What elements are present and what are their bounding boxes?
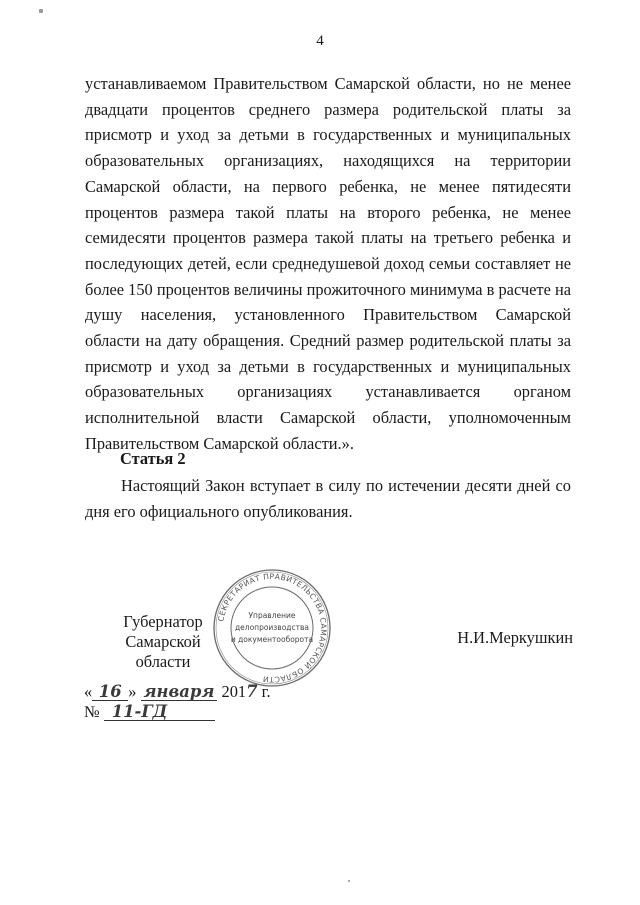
seal-line-2: делопроизводства: [234, 623, 310, 632]
date-suffix: г.: [261, 682, 271, 701]
article-text: Настоящий Закон вступает в силу по истечении десяти дней со дня его официального опубликования.: [85, 476, 571, 521]
date-close-quote: »: [128, 682, 137, 701]
body-paragraph: устанавливаемом Правительством Самарской области, но не менее двадцати процентов среднего размера родительской платы за присмотр и уход за детьми в государственных и муниципальных образовательных организациях, находящихся на территории Самарской области, на первого ребенка, не менее пятидесяти процентов размера такой платы на второго ребенка, не менее семидесяти процентов размера такой платы на третьего ребенка и последующих детей, если среднедушевой доход семьи составляет не более 150 процентов величины прожиточного минимума в расчете на душу населения, установленного Правительством Самарской области на дату обращения. Средний размер родительской платы за присмотр и уход за детьми в государственных и муниципальных образовательных организациях устанавливается органом исполнительной власти Самарской области, уполномоченным Правительством Самарской области.».: [85, 74, 571, 453]
date-year-prefix: 201: [221, 682, 247, 701]
seal-line-1: Управление: [248, 611, 296, 620]
date-year-digit-handwritten: 7: [246, 682, 258, 701]
signatory-title-line-1: Губернатор: [123, 612, 203, 631]
number-value-handwritten: 11-ГД: [104, 704, 215, 721]
article-title: Статья 2: [120, 449, 186, 468]
law-number: [84, 702, 215, 722]
page-number: 4: [316, 33, 324, 49]
seal-ring-text: СЕКРЕТАРИАТ ПРАВИТЕЛЬСТВА САМАРСКОЙ ОБЛАСТИ: [216, 571, 329, 685]
seal-line-3: и документооборота: [230, 635, 314, 644]
scan-mark: [39, 9, 43, 13]
date-open-quote: «: [84, 682, 93, 701]
number-label: №: [84, 702, 100, 721]
date-day-handwritten: 16: [92, 684, 128, 701]
scan-dot: [348, 880, 350, 882]
signatory-title: [98, 612, 228, 672]
date-month-handwritten: января: [141, 684, 218, 701]
signatory-title-line-2: Самарской области: [125, 632, 201, 671]
signatory-name: Н.И.Меркушкин: [457, 628, 573, 647]
official-seal: [212, 568, 332, 688]
